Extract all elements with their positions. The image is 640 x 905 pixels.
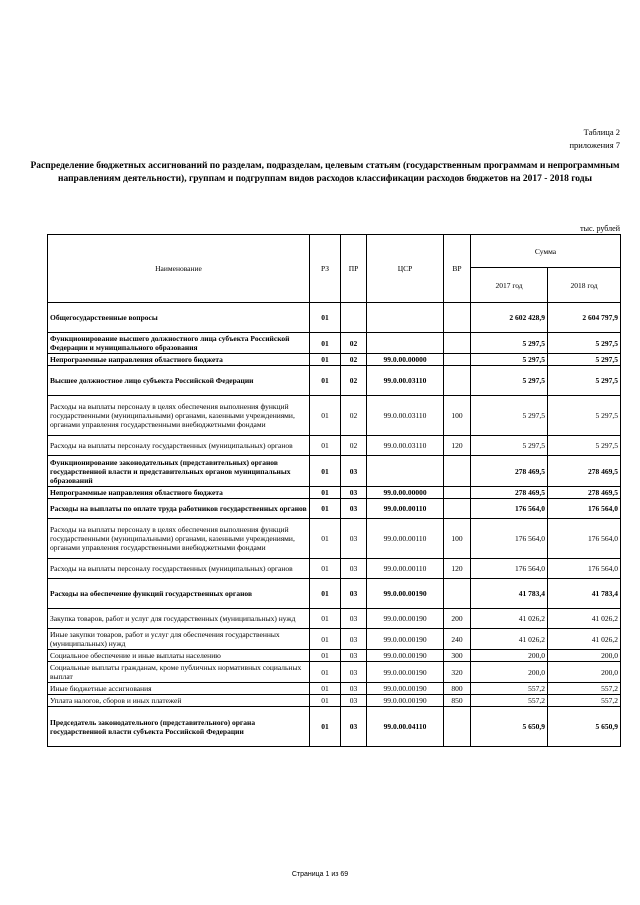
row-2018-cell: 176 564,0 (548, 499, 621, 519)
table-row (48, 695, 621, 707)
row-2017-cell: 5 297,5 (471, 366, 548, 396)
row-pr-cell: 02 (341, 366, 367, 396)
table-row (48, 579, 621, 609)
row-2018-cell: 41 026,2 (548, 629, 621, 650)
row-pr-cell: 02 (341, 436, 367, 456)
table-row (48, 366, 621, 396)
row-vr-cell (444, 354, 471, 366)
row-pr-cell: 03 (341, 456, 367, 487)
row-2018-cell: 5 297,5 (548, 354, 621, 366)
table-row (48, 456, 621, 487)
row-rz-cell: 01 (310, 487, 341, 499)
row-2018-cell: 5 297,5 (548, 396, 621, 436)
row-pr-cell: 02 (341, 333, 367, 354)
row-csr-cell: 99.0.00.00190 (367, 683, 444, 695)
row-2017-cell: 278 469,5 (471, 487, 548, 499)
row-2017-cell: 41 026,2 (471, 609, 548, 629)
row-name-cell: Иные бюджетные ассигнования (48, 683, 310, 695)
row-name-cell: Председатель законодательного (представительного) органа государственной власти субъекта Российской Федерации (48, 707, 310, 747)
column-header-vr: ВР (444, 235, 471, 303)
row-2018-cell: 200,0 (548, 662, 621, 683)
row-rz-cell: 01 (310, 629, 341, 650)
row-pr-cell: 02 (341, 396, 367, 436)
table-reference (569, 126, 620, 152)
row-2017-cell: 41 783,4 (471, 579, 548, 609)
row-rz-cell: 01 (310, 366, 341, 396)
budget-table (47, 234, 621, 747)
row-rz-cell: 01 (310, 396, 341, 436)
row-csr-cell: 99.0.00.00190 (367, 695, 444, 707)
row-vr-cell (444, 487, 471, 499)
row-vr-cell: 850 (444, 695, 471, 707)
row-vr-cell (444, 579, 471, 609)
row-pr-cell: 03 (341, 499, 367, 519)
row-csr-cell: 99.0.00.00190 (367, 662, 444, 683)
row-2018-cell: 278 469,5 (548, 487, 621, 499)
row-csr-cell (367, 333, 444, 354)
row-vr-cell: 240 (444, 629, 471, 650)
row-rz-cell: 01 (310, 354, 341, 366)
row-rz-cell: 01 (310, 333, 341, 354)
table-row (48, 707, 621, 747)
row-csr-cell: 99.0.00.00190 (367, 609, 444, 629)
row-rz-cell: 01 (310, 436, 341, 456)
row-pr-cell: 02 (341, 354, 367, 366)
row-name-cell: Социальные выплаты гражданам, кроме публичных нормативных социальных выплат (48, 662, 310, 683)
row-2017-cell: 200,0 (471, 662, 548, 683)
row-vr-cell: 800 (444, 683, 471, 695)
budget-table-body (48, 303, 621, 747)
row-vr-cell (444, 333, 471, 354)
row-rz-cell: 01 (310, 609, 341, 629)
row-name-cell: Закупка товаров, работ и услуг для государственных (муниципальных) нужд (48, 609, 310, 629)
page-footer: Страница 1 из 69 (291, 871, 349, 878)
row-2017-cell: 200,0 (471, 650, 548, 662)
row-rz-cell: 01 (310, 707, 341, 747)
row-2017-cell: 5 297,5 (471, 396, 548, 436)
row-csr-cell: 99.0.00.03110 (367, 396, 444, 436)
table-row (48, 609, 621, 629)
row-vr-cell (444, 707, 471, 747)
document-title: Распределение бюджетных ассигнований по разделам, подразделам, целевым статьям (государственным программам и непрограммным направлениям деятельности), группам и подгруппам видов расходов классификации расходов бюджетов на 2017 - 2018 годы (30, 161, 620, 184)
table-row (48, 499, 621, 519)
row-2017-cell: 41 026,2 (471, 629, 548, 650)
table-number: Таблица 2 (583, 127, 620, 137)
row-name-cell: Расходы на выплаты персоналу государственных (муниципальных) органов (48, 436, 310, 456)
table-row (48, 487, 621, 499)
row-name-cell: Уплата налогов, сборов и иных платежей (48, 695, 310, 707)
table-row (48, 333, 621, 354)
row-vr-cell: 100 (444, 396, 471, 436)
row-2018-cell: 5 297,5 (548, 366, 621, 396)
row-name-cell: Расходы на выплаты персоналу государственных (муниципальных) органов (48, 559, 310, 579)
row-name-cell: Расходы на выплаты персоналу в целях обеспечения выполнения функций государственными (муниципальными) органами, казенными учреждениями, органами управления государственными внебюджетными фондами (48, 519, 310, 559)
row-2017-cell: 5 297,5 (471, 333, 548, 354)
row-rz-cell: 01 (310, 650, 341, 662)
row-name-cell: Общегосударственные вопросы (48, 303, 310, 333)
row-pr-cell: 03 (341, 519, 367, 559)
row-vr-cell (444, 456, 471, 487)
row-2018-cell: 200,0 (548, 650, 621, 662)
row-name-cell: Высшее должностное лицо субъекта Российской Федерации (48, 366, 310, 396)
row-pr-cell: 03 (341, 695, 367, 707)
row-csr-cell: 99.0.00.04110 (367, 707, 444, 747)
row-csr-cell: 99.0.00.00110 (367, 499, 444, 519)
row-2018-cell: 5 650,9 (548, 707, 621, 747)
row-2017-cell: 5 297,5 (471, 354, 548, 366)
row-csr-cell: 99.0.00.00190 (367, 650, 444, 662)
row-2018-cell: 2 604 797,9 (548, 303, 621, 333)
row-csr-cell: 99.0.00.00110 (367, 519, 444, 559)
table-row (48, 436, 621, 456)
row-2018-cell: 176 564,0 (548, 559, 621, 579)
row-2017-cell: 176 564,0 (471, 499, 548, 519)
column-header-2018: 2018 год (548, 268, 621, 303)
row-name-cell: Социальное обеспечение и иные выплаты населению (48, 650, 310, 662)
row-rz-cell: 01 (310, 683, 341, 695)
row-2017-cell: 5 297,5 (471, 436, 548, 456)
row-pr-cell: 03 (341, 559, 367, 579)
row-rz-cell: 01 (310, 519, 341, 559)
table-row (48, 354, 621, 366)
row-pr-cell: 03 (341, 609, 367, 629)
row-2018-cell: 41 026,2 (548, 609, 621, 629)
row-csr-cell: 99.0.00.00190 (367, 579, 444, 609)
row-rz-cell: 01 (310, 456, 341, 487)
row-name-cell: Расходы на выплаты персоналу в целях обеспечения выполнения функций государственными (муниципальными) органами, казенными учреждениями, органами управления государственными внебюджетными фондами (48, 396, 310, 436)
table-row (48, 662, 621, 683)
table-row (48, 650, 621, 662)
row-pr-cell: 03 (341, 629, 367, 650)
row-2018-cell: 278 469,5 (548, 456, 621, 487)
row-2018-cell: 5 297,5 (548, 436, 621, 456)
row-2018-cell: 41 783,4 (548, 579, 621, 609)
row-rz-cell: 01 (310, 303, 341, 333)
row-vr-cell: 120 (444, 559, 471, 579)
appendix-number: приложения 7 (569, 140, 620, 150)
row-pr-cell: 03 (341, 579, 367, 609)
row-vr-cell (444, 499, 471, 519)
table-row (48, 559, 621, 579)
row-2017-cell: 278 469,5 (471, 456, 548, 487)
row-vr-cell (444, 366, 471, 396)
row-2018-cell: 176 564,0 (548, 519, 621, 559)
row-csr-cell: 99.0.00.00110 (367, 559, 444, 579)
column-header-sum: Сумма (471, 235, 621, 268)
row-pr-cell: 03 (341, 650, 367, 662)
row-vr-cell: 100 (444, 519, 471, 559)
row-vr-cell: 300 (444, 650, 471, 662)
row-2017-cell: 176 564,0 (471, 519, 548, 559)
column-header-rz: РЗ (310, 235, 341, 303)
row-rz-cell: 01 (310, 695, 341, 707)
column-header-csr: ЦСР (367, 235, 444, 303)
row-csr-cell (367, 303, 444, 333)
row-2017-cell: 557,2 (471, 683, 548, 695)
row-name-cell: Иные закупки товаров, работ и услуг для обеспечения государственных (муниципальных) нужд (48, 629, 310, 650)
row-name-cell: Расходы на выплаты по оплате труда работников государственных органов (48, 499, 310, 519)
row-pr-cell: 03 (341, 662, 367, 683)
row-csr-cell: 99.0.00.00190 (367, 629, 444, 650)
row-2017-cell: 176 564,0 (471, 559, 548, 579)
column-header-name: Наименование (48, 235, 310, 303)
row-2018-cell: 5 297,5 (548, 333, 621, 354)
row-vr-cell: 120 (444, 436, 471, 456)
row-name-cell: Функционирование законодательных (представительных) органов государственной власти и представительных органов муниципальных образований (48, 456, 310, 487)
row-vr-cell (444, 303, 471, 333)
row-name-cell: Расходы на обеспечение функций государственных органов (48, 579, 310, 609)
table-row (48, 519, 621, 559)
row-rz-cell: 01 (310, 499, 341, 519)
row-name-cell: Непрограммные направления областного бюджета (48, 354, 310, 366)
table-row (48, 629, 621, 650)
table-row (48, 303, 621, 333)
row-csr-cell: 99.0.00.03110 (367, 436, 444, 456)
table-row (48, 683, 621, 695)
row-name-cell: Непрограммные направления областного бюджета (48, 487, 310, 499)
row-csr-cell: 99.0.00.03110 (367, 366, 444, 396)
row-rz-cell: 01 (310, 579, 341, 609)
table-row (48, 396, 621, 436)
row-name-cell: Функционирование высшего должностного лица субъекта Российской Федерации и муниципального образования (48, 333, 310, 354)
row-csr-cell (367, 456, 444, 487)
row-2017-cell: 2 602 428,9 (471, 303, 548, 333)
row-2018-cell: 557,2 (548, 695, 621, 707)
units-label: тыс. рублей (580, 224, 620, 233)
row-vr-cell: 200 (444, 609, 471, 629)
row-pr-cell: 03 (341, 487, 367, 499)
row-rz-cell: 01 (310, 662, 341, 683)
row-pr-cell: 03 (341, 707, 367, 747)
row-2017-cell: 5 650,9 (471, 707, 548, 747)
row-csr-cell: 99.0.00.00000 (367, 354, 444, 366)
row-pr-cell: 03 (341, 683, 367, 695)
column-header-2017: 2017 год (471, 268, 548, 303)
row-pr-cell (341, 303, 367, 333)
row-vr-cell: 320 (444, 662, 471, 683)
row-2017-cell: 557,2 (471, 695, 548, 707)
row-2018-cell: 557,2 (548, 683, 621, 695)
row-csr-cell: 99.0.00.00000 (367, 487, 444, 499)
column-header-pr: ПР (341, 235, 367, 303)
row-rz-cell: 01 (310, 559, 341, 579)
